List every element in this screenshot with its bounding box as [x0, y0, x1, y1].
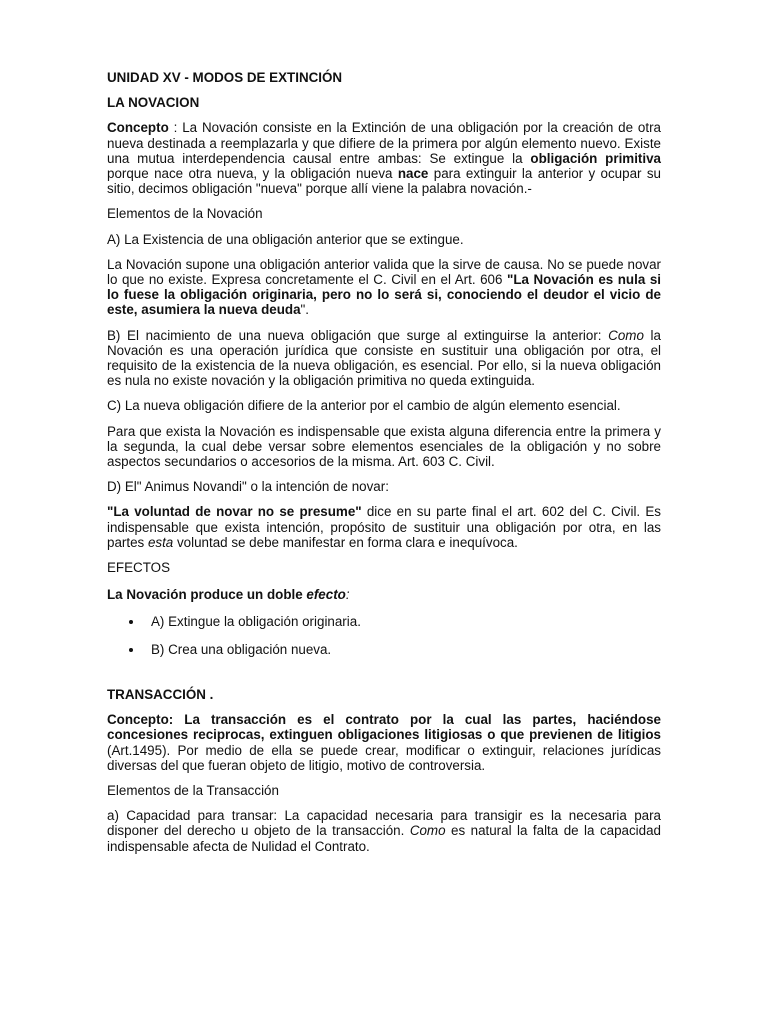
novacion-element-a-paragraph: La Novación supone una obligación anterior valida que la sirve de causa. No se puede novar lo que no existe. Expresa concretamente el C. Civil en el Art. 606 "La Novación es nula si lo fuese la obligación originaria, pero no lo será si, conociendo el deudor el vicio de este, asumiera la nueva deuda". [107, 256, 661, 318]
novacion-concepto-paragraph: Concepto : La Novación consiste en la Extinción de una obligación por la creación de otra nueva destinada a reemplazarla y que difiere de la primera por algún elemento nuevo. Existe una mutua interdependencia causal entre ambas: Se extingue la obligación primitiva porque nace otra nueva, y la obligación nueva nace para extinguir la anterior y ocupar su sitio, decimos obligación "nueva" porque allí viene la palabra novación.- [107, 120, 661, 197]
bullet-icon [129, 620, 133, 624]
efectos-heading: EFECTOS [107, 560, 170, 576]
concepto-label: Concepto [107, 120, 169, 136]
section-title-novacion: LA NOVACION [107, 95, 200, 111]
efectos-intro: La Novación produce un doble efecto: [107, 587, 350, 603]
novacion-element-a-heading: A) La Existencia de una obligación anterior que se extingue. [107, 231, 464, 247]
list-item: A) Extingue la obligación originaria. [107, 614, 661, 629]
list-item: B) Crea una obligación nueva. [107, 642, 661, 657]
document-page [107, 70, 661, 864]
novacion-element-c-paragraph: C) La nueva obligación difiere de la anterior por el cambio de algún elemento esencial. [107, 398, 621, 414]
novacion-elementos-heading: Elementos de la Novación [107, 206, 263, 222]
novacion-element-b-paragraph: B) El nacimiento de una nueva obligación que surge al extinguirse la anterior: Como la Novación es una operación jurídica que consiste en sustituir una obligación por otra, el requisito de la existencia de la nueva obligación, es esencial. Por ello, si la nueva obligación es nula no existe novación y la obligación primitiva no queda extinguida. [107, 327, 661, 389]
unit-title: UNIDAD XV - MODOS DE EXTINCIÓN [107, 70, 343, 85]
efectos-list [107, 614, 661, 656]
transaccion-concepto-paragraph: Concepto: La transacción es el contrato por la cual las partes, haciéndose concesiones reciprocas, extinguen obligaciones litigiosas o que previenen de litigios (Art.1495). Por medio de ella se puede crear, modificar o extinguir, relaciones jurídicas diversas del que fueran objeto de litigio, motivo de controversia. [107, 712, 661, 773]
transaccion-elementos-heading: Elementos de la Transacción [107, 782, 279, 798]
novacion-element-d-paragraph: "La voluntad de novar no se presume" dice en su parte final el art. 602 del C. Civil. Es indispensable que exista intención, propósito de sustituir una obligación por otra, en las partes esta voluntad se debe manifestar en forma clara e inequívoca. [107, 504, 661, 550]
transaccion-element-a-paragraph: a) Capacidad para transar: La capacidad necesaria para transigir es la necesaria para disponer del derecho u objeto de la transacción. Como es natural la falta de la capacidad indispensable afecta de Nulidad el Contrato. [107, 808, 661, 854]
novacion-element-c-explanation: Para que exista la Novación es indispensable que exista alguna diferencia entre la primera y la segunda, la cual debe versar sobre elementos esenciales de la obligación y no sobre aspectos secundarios o accesorios de la misma. Art. 603 C. Civil. [107, 423, 661, 470]
novacion-element-d-heading: D) El" Animus Novandi" o la intención de novar: [107, 479, 389, 495]
bullet-icon [129, 648, 133, 652]
section-title-transaccion: TRANSACCIÓN . [107, 686, 214, 702]
